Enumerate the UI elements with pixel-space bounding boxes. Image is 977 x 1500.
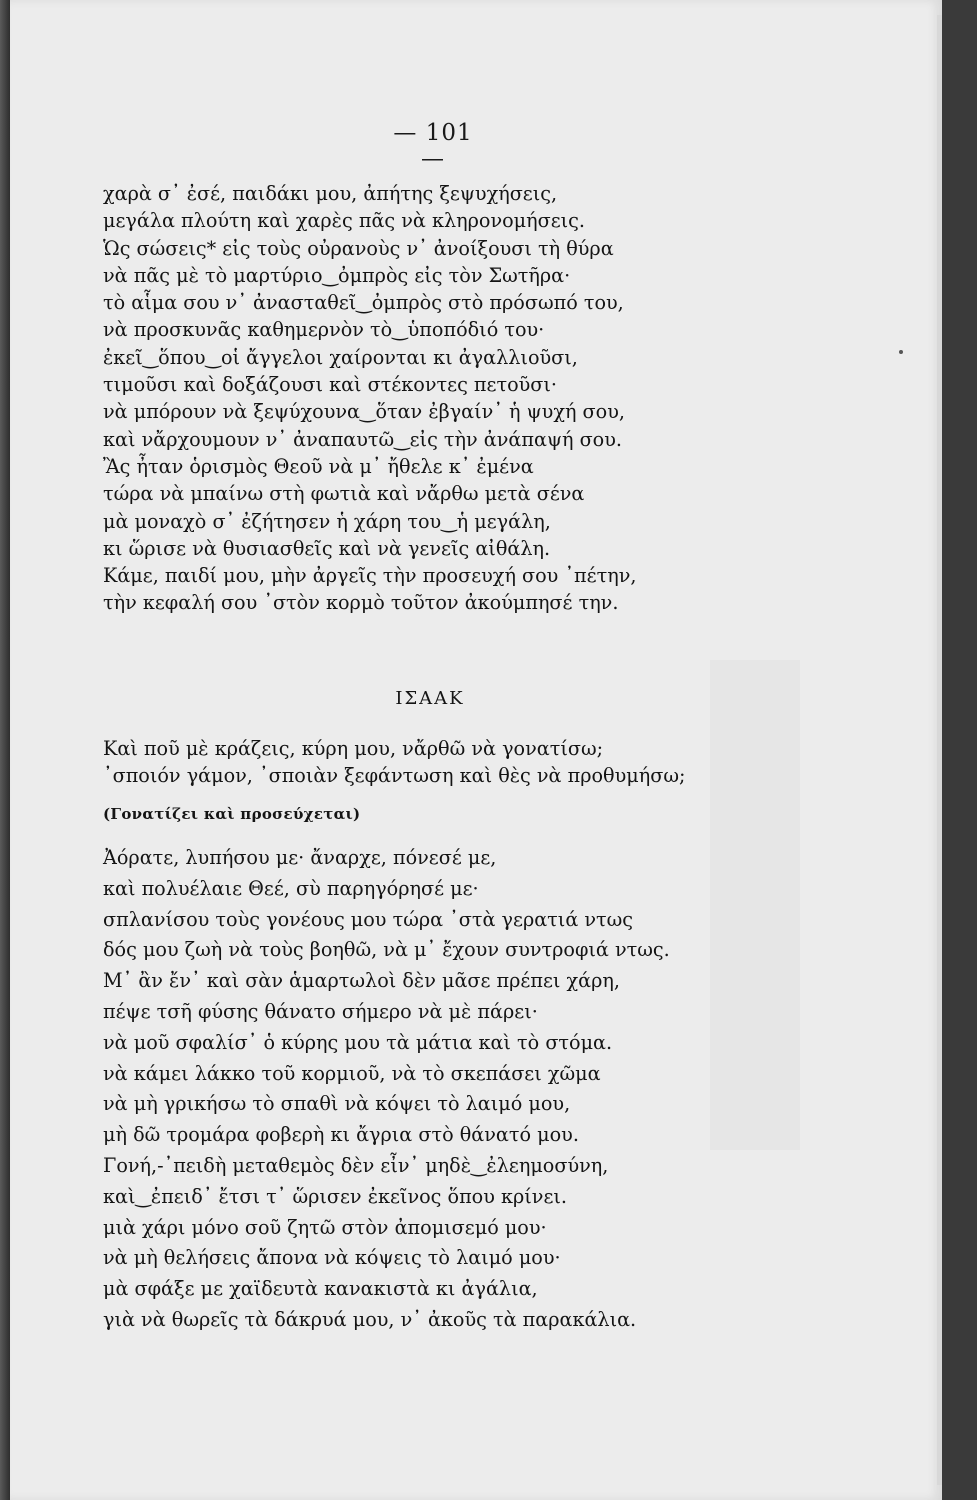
verse-line: νὰ μὴ θελήσεις ἄπονα νὰ κόψεις τὸ λαιμό μου· [103,1246,561,1270]
verse-line: νὰ μὴ γρικήσω τὸ σπαθὶ νὰ κόψει τὸ λαιμό μου, [103,1092,571,1116]
verse-line: Μ᾽ ἂν ἔν᾽ καὶ σὰν ἁμαρτωλοὶ δὲν μᾶσε πρέπει χάρη, [103,969,621,993]
background-strip [942,0,977,1500]
verse-line: Ἂς ἦταν ὁρισμὸς Θεοῦ νὰ μ᾽ ἤθελε κ᾽ ἐμένα [103,454,534,478]
verse-line: τὸ αἷμα σου ν᾽ ἀνασταθεῖ‿ὀμπρὸς στὸ πρόσωπό του, [103,291,624,315]
verse-line: κι ὥρισε νὰ θυσιασθεῖς καὶ νὰ γενεῖς αἰθάλη. [103,536,551,560]
verse-line: δός μου ζωὴ νὰ τοὺς βοηθῶ, νὰ μ᾽ ἔχουν συντροφιά ντως. [103,938,670,962]
verse-line: Ἀόρατε, λυπήσου με· ἄναρχε, πόνεσέ με, [103,846,497,869]
verse-line: Κάμε, παιδί μου, μὴν ἀργεῖς τὴν προσευχή σου ᾿πέτην, [103,564,637,588]
show-through-text [700,180,940,1240]
verse-line: σπλανίσου τοὺς γονέους μου τώρα ᾿στὰ γερατιά ντως [103,907,634,931]
verse-line: μεγάλα πλούτη καὶ χαρὲς πᾶς νὰ κληρονομήσεις. [103,209,586,233]
verse-line: ᾿σποιόν γάμον, ᾿σποιὰν ξεφάντωση καὶ θὲς νὰ προθυμήσω; [103,764,686,788]
verse-line: καὶ‿ἐπειδ᾽ ἔτσι τ᾽ ὥρισεν ἐκεῖνος ὅπου κρίνει. [103,1184,568,1208]
verse-block-3 [103,843,703,1336]
verse-line: Ὡς σώσεις* εἰς τοὺς οὐρανοὺς ν᾽ ἀνοίξουσι τὴ θύρα [103,236,614,260]
verse-line: νὰ προσκυνᾶς καθημερνὸν τὸ‿ὑποπόδιό του· [103,318,545,342]
speaker-heading: ΙΣΑΑΚ [395,688,465,709]
verse-line: μιὰ χάρι μόνο σοῦ ζητῶ στὸν ἀπομισεμό μου· [103,1215,547,1239]
verse-line: καὶ πολυέλαιε Θεέ, σὺ παρηγόρησέ με· [103,876,479,900]
verse-line: νὰ μοῦ σφαλίσ᾽ ὁ κύρης μου τὰ μάτια καὶ τὸ στόμα. [103,1030,613,1054]
verse-line: ἐκεῖ‿ὅπου‿οἱ ἄγγελοι χαίρονται κι ἀγαλλιοῦσι, [103,345,578,369]
verse-line: χαρὰ σ᾽ ἐσέ, παιδάκι μου, ἀπήτης ξεψυχήσεις, [103,182,558,205]
verse-line: νὰ πᾶς μὲ τὸ μαρτύριο‿ὀμπρὸς εἰς τὸν Σωτῆρα· [103,263,571,287]
verse-line: τιμοῦσι καὶ δοξάζουσι καὶ στέκοντες πετοῦσι· [103,373,558,397]
verse-line: μὰ μοναχὸ σ᾽ ἐζήτησεν ἡ χάρη του‿ἡ μεγάλη, [103,509,551,533]
verse-line: Καὶ ποῦ μὲ κράζεις, κύρη μου, νἄρθῶ νὰ γονατίσω; [103,737,604,760]
verse-line: τώρα νὰ μπαίνω στὴ φωτιὰ καὶ νἄρθω μετὰ σένα [103,482,585,506]
verse-line: πέψε τσῆ φύσης θάνατο σήμερο νὰ μὲ πάρει· [103,999,538,1023]
page-number: — 101 — [393,120,473,172]
book-binding [0,0,10,1500]
paper-speck [899,350,903,354]
stage-direction: (Γονατίζει καὶ προσεύχεται) [103,805,361,823]
verse-line: καὶ νἄρχουμουν ν᾽ ἀναπαυτῶ‿εἰς τὴν ἀνάπαψή σου. [103,427,622,451]
verse-line: τὴν κεφαλή σου ᾿στὸν κορμὸ τοῦτον ἀκούμπησέ την. [103,591,619,615]
verse-line: νὰ κάμει λάκκο τοῦ κορμιοῦ, νὰ τὸ σκεπάσει χῶμα [103,1061,601,1085]
verse-line: νὰ μπόρουν νὰ ξεψύχουνα‿ὅταν ἐβγαίν᾽ ἡ ψυχή σου, [103,400,625,424]
verse-line: Γονή,-᾿πειδὴ μεταθεμὸς δὲν εἶν᾽ μηδὲ‿ἐλεημοσύνη, [103,1153,609,1177]
verse-block-2 [103,735,703,790]
verse-line: μὴ δῶ τρομάρα φοβερὴ κι ἄγρια στὸ θάνατό μου. [103,1123,579,1147]
verse-line: μὰ σφάξε με χαϊδευτὰ κανακιστὰ κι ἀγάλια, [103,1277,538,1301]
verse-block-1 [103,180,703,617]
verse-line: γιὰ νὰ θωρεῖς τὰ δάκρυά μου, ν᾽ ἀκοῦς τὰ παρακάλια. [103,1307,637,1331]
